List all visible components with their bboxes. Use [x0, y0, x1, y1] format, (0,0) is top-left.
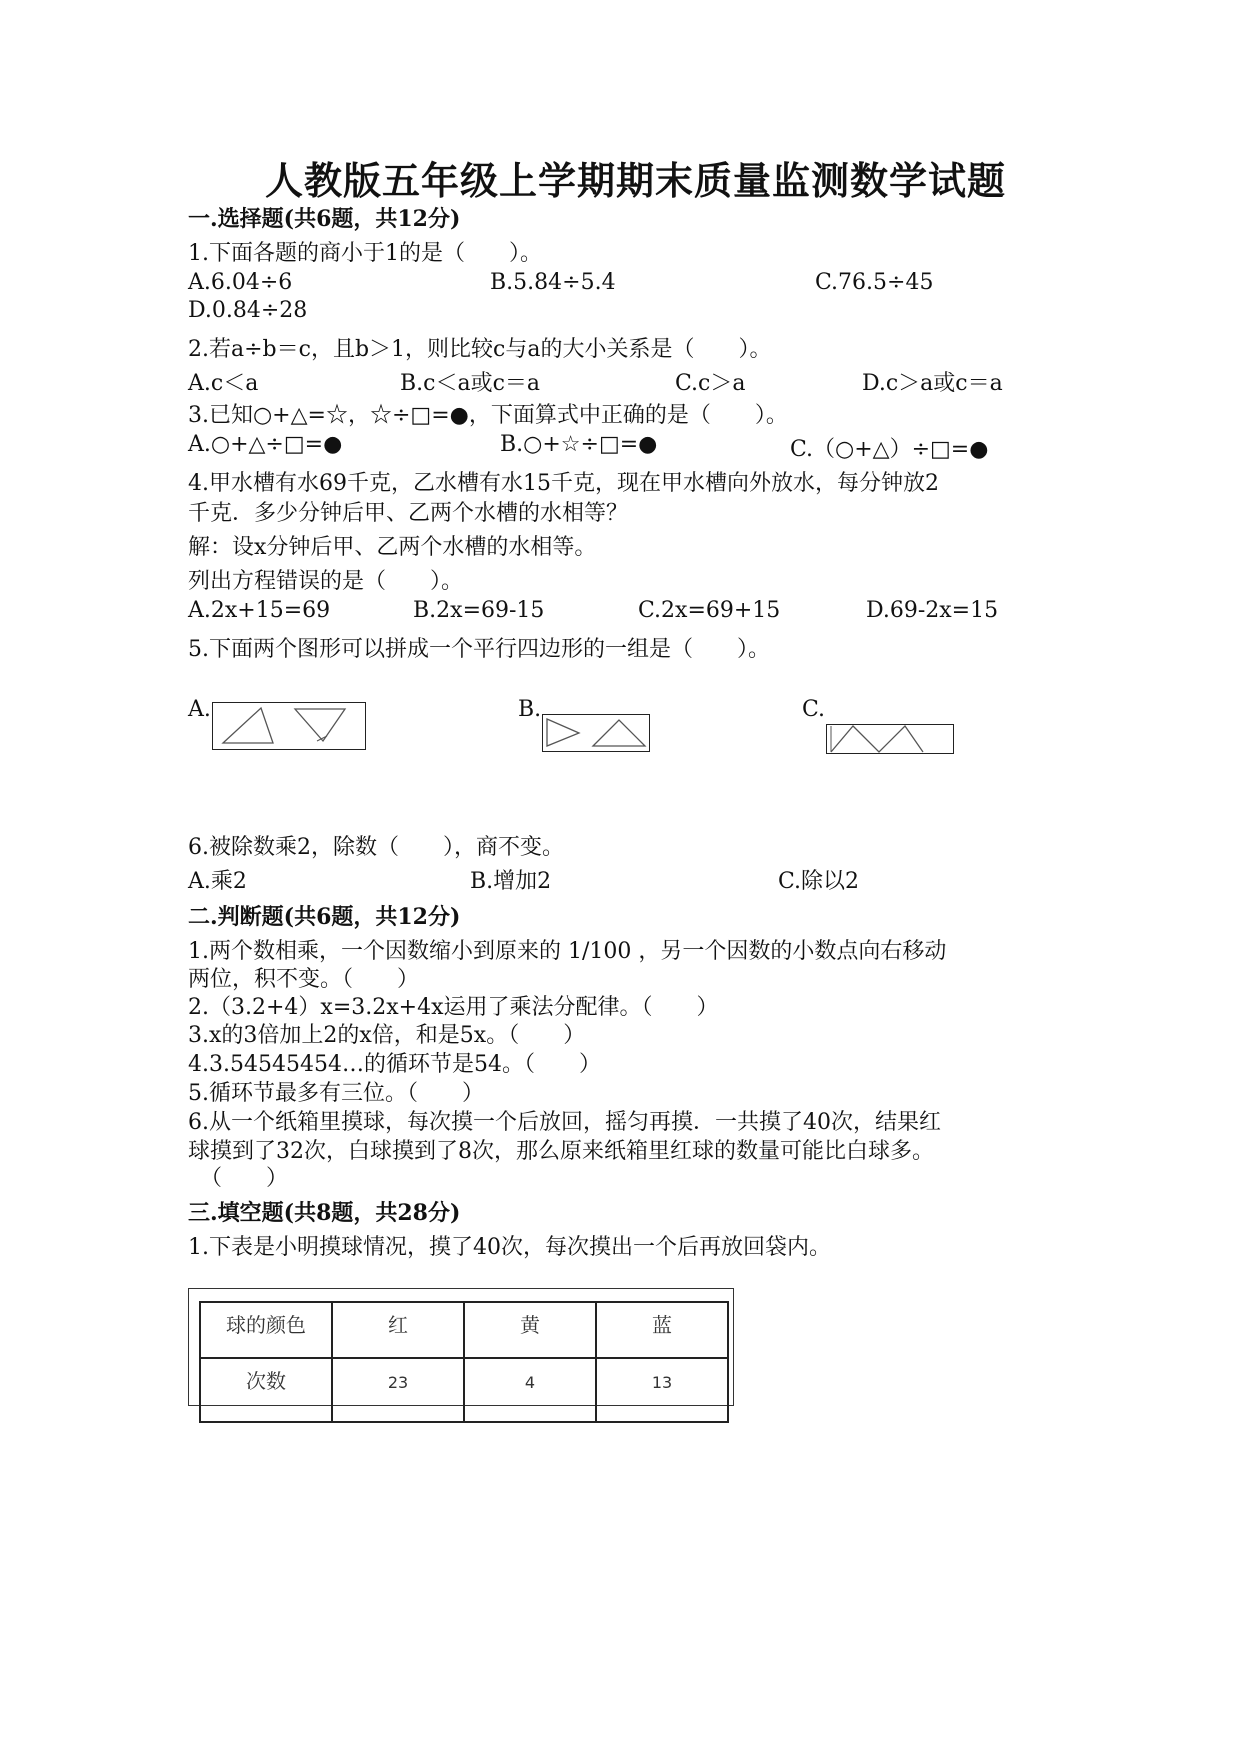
table-header-cell: 蓝 [596, 1302, 728, 1358]
table-row [200, 1358, 728, 1422]
question-3-stem: 3.已知○+△=☆，☆÷□=●，下面算式中正确的是（ ）。 [188, 403, 788, 428]
question-2-option-c[interactable]: C.c＞a [675, 371, 746, 396]
question-1-stem: 1.下面各题的商小于1的是（ ）。 [188, 241, 542, 266]
question-6-option-a[interactable]: A.乘2 [188, 869, 247, 894]
section-heading-judge: 二.判断题(共6题，共12分) [188, 904, 461, 930]
judge-2[interactable]: 2.（3.2+4）x=3.2x+4x运用了乘法分配律。（ ） [188, 995, 719, 1020]
question-2-option-d[interactable]: D.c＞a或c＝a [862, 371, 1003, 396]
judge-6-line-2: 球摸到了32次，白球摸到了8次，那么原来纸箱里红球的数量可能比白球多。 [188, 1139, 934, 1164]
table-header-row [200, 1302, 728, 1358]
judge-3[interactable]: 3.x的3倍加上2的x倍，和是5x。（ ） [188, 1023, 586, 1048]
question-6-option-b[interactable]: B.增加2 [470, 869, 552, 894]
page-title: 人教版五年级上学期期末质量监测数学试题 [265, 158, 1007, 203]
judge-1-line-2[interactable]: 两位，积不变。（ ） [188, 967, 420, 992]
table-cell: 4 [464, 1358, 596, 1422]
table-cell: 23 [332, 1358, 464, 1422]
question-6-option-c[interactable]: C.除以2 [778, 869, 860, 894]
question-1-option-c[interactable]: C.76.5÷45 [815, 270, 934, 295]
judge-5[interactable]: 5.循环节最多有三位。（ ） [188, 1081, 484, 1106]
question-4-option-c[interactable]: C.2x=69+15 [638, 598, 781, 623]
question-5-stem: 5.下面两个图形可以拼成一个平行四边形的一组是（ ）。 [188, 637, 770, 662]
question-4-option-a[interactable]: A.2x+15=69 [188, 598, 331, 623]
section-heading-fill: 三.填空题(共8题，共28分) [188, 1200, 461, 1226]
question-4-option-b[interactable]: B.2x=69-15 [413, 598, 545, 623]
judge-6-answer-blank[interactable]: （ ） [200, 1166, 289, 1191]
question-3-option-a[interactable]: A.○+△÷□=● [188, 432, 343, 457]
question-4-line-2: 千克．多少分钟后甲、乙两个水槽的水相等？ [188, 501, 629, 526]
question-5-figure-b[interactable] [542, 714, 650, 752]
table-header-cell: 红 [332, 1302, 464, 1358]
fill-1-stem: 1.下表是小明摸球情况，摸了40次，每次摸出一个后再放回袋内。 [188, 1235, 831, 1260]
question-6-stem: 6.被除数乘2，除数（ ），商不变。 [188, 835, 564, 860]
judge-6-line-1: 6.从一个纸箱里摸球，每次摸一个后放回，摇匀再摸．一共摸了40次，结果红 [188, 1110, 941, 1135]
table-cell: 13 [596, 1358, 728, 1422]
question-2-option-b[interactable]: B.c＜a或c＝a [400, 371, 541, 396]
table-header-cell: 黄 [464, 1302, 596, 1358]
question-1-option-d[interactable]: D.0.84÷28 [188, 298, 308, 323]
question-3-option-c[interactable]: C.（○+△）÷□=● [790, 437, 989, 462]
question-5-figure-a[interactable] [212, 702, 366, 750]
question-3-option-b[interactable]: B.○+☆÷□=● [500, 432, 658, 457]
question-5-figure-c[interactable] [826, 724, 954, 754]
question-5-option-c-label[interactable]: C. [802, 697, 826, 722]
question-2-stem: 2.若a÷b＝c，且b＞1，则比较c与a的大小关系是（ ）。 [188, 337, 772, 362]
question-1-option-a[interactable]: A.6.04÷6 [188, 270, 293, 295]
question-5-option-b-label[interactable]: B. [518, 697, 542, 722]
question-4-line-3: 解：设x分钟后甲、乙两个水槽的水相等。 [188, 535, 597, 560]
table-header-cell: 球的颜色 [200, 1302, 332, 1358]
question-1-option-b[interactable]: B.5.84÷5.4 [490, 270, 616, 295]
question-2-option-a[interactable]: A.c＜a [188, 371, 259, 396]
ball-count-table [199, 1301, 729, 1423]
table-cell: 次数 [200, 1358, 332, 1422]
judge-4[interactable]: 4.3.54545454…的循环节是54。（ ） [188, 1052, 601, 1077]
question-4-option-d[interactable]: D.69-2x=15 [866, 598, 999, 623]
judge-1-line-1: 1.两个数相乘，一个因数缩小到原来的 1/100 ，另一个因数的小数点向右移动 [188, 939, 947, 964]
ball-count-table-frame [188, 1288, 734, 1406]
question-4-line-1: 4.甲水槽有水69千克，乙水槽有水15千克，现在甲水槽向外放水，每分钟放2 [188, 471, 939, 496]
section-heading-choice: 一.选择题(共6题，共12分) [188, 206, 461, 232]
question-5-option-a-label[interactable]: A. [188, 697, 211, 722]
question-4-line-4: 列出方程错误的是（ ）。 [188, 569, 464, 594]
